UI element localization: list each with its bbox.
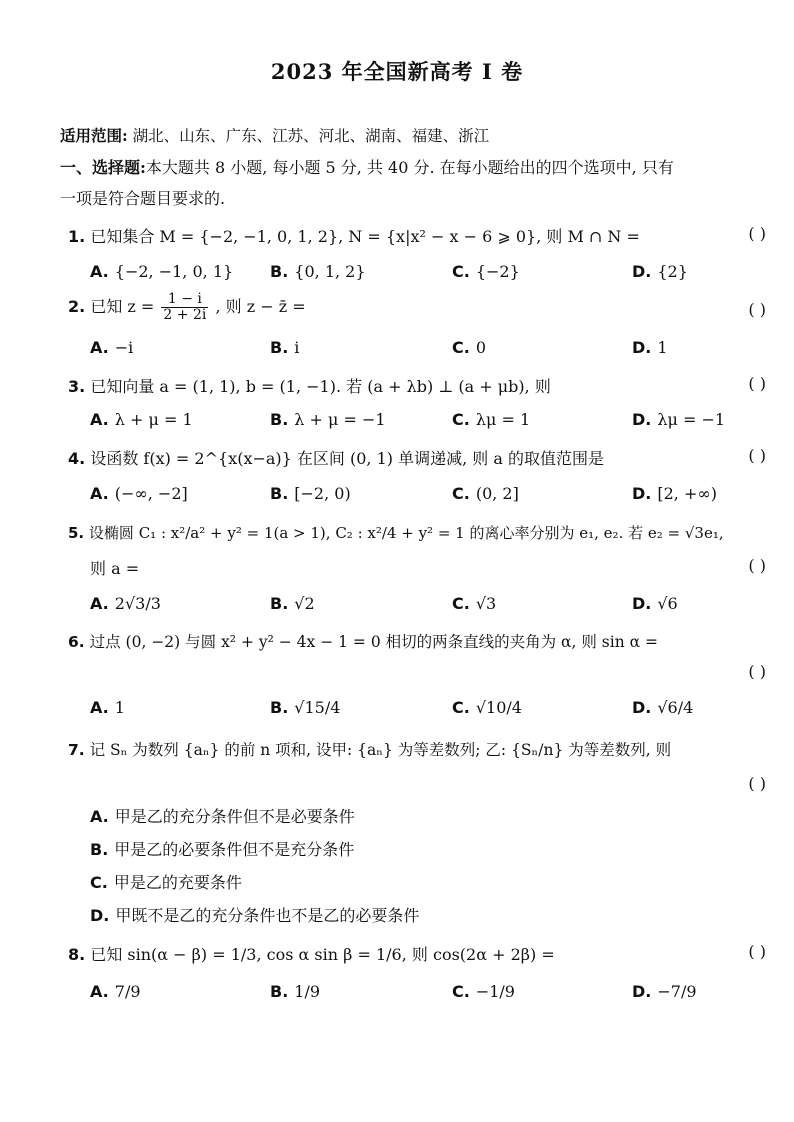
page-title: 2023 年全国新高考 I 卷 (270, 59, 524, 84)
question-number: 1. (68, 227, 86, 246)
option-d[interactable]: D. −7/9 (632, 982, 697, 1001)
question-number: 7. (68, 741, 85, 759)
question-number: 8. (68, 945, 86, 964)
option-d[interactable]: D. {2} (632, 262, 688, 281)
question-stem: 设椭圆 C₁ : x²/a² + y² = 1(a > 1), C₂ : x²/4 + y² = 1 的离心率分别为 e₁, e₂. 若 e₂ = √3e₁, (88, 524, 724, 542)
question-stem: 已知 sin(α − β) = 1/3, cos α sin β = 1/6, 则 cos(2α + 2β) = (90, 945, 555, 964)
question-stem-post: , 则 z − z̄ = (215, 297, 306, 316)
answer-paren[interactable]: ( ) (748, 556, 766, 575)
question-stem: 过点 (0, −2) 与圆 x² + y² − 4x − 1 = 0 相切的两条直线的夹角为 α, 则 sin α = (89, 633, 658, 651)
question-number: 4. (68, 449, 86, 468)
option-c[interactable]: C. {−2} (452, 262, 520, 281)
scope-regions: 湖北、山东、广东、江苏、河北、湖南、福建、浙江 (132, 127, 490, 145)
scope-line (60, 124, 489, 146)
option-a[interactable]: A. −i (90, 338, 134, 357)
question-stem: 已知向量 a = (1, 1), b = (1, −1). 若 (a + λb) ⊥ (a + μb), 则 (90, 377, 551, 396)
section-heading (60, 152, 780, 214)
section-text-1: 本大题共 8 小题, 每小题 5 分, 共 40 分. 在每小题给出的四个选项中, 只有 (145, 158, 674, 177)
question-stem-2: 则 a = (90, 559, 140, 578)
answer-paren[interactable]: ( ) (748, 446, 766, 465)
answer-paren[interactable]: ( ) (748, 662, 766, 681)
option-a[interactable]: A. 2√3/3 (90, 594, 161, 613)
option-c[interactable]: C. −1/9 (452, 982, 515, 1001)
question-number: 5. (68, 524, 85, 542)
option-c[interactable]: C. 甲是乙的充要条件 (90, 873, 242, 892)
option-a[interactable]: A. 1 (90, 698, 125, 717)
option-c[interactable]: C. (0, 2] (452, 484, 519, 503)
question-1 (68, 224, 780, 247)
question-6 (68, 630, 780, 652)
section-title: 一、选择题: (60, 158, 146, 177)
option-d[interactable]: D. 甲既不是乙的充分条件也不是乙的必要条件 (90, 906, 420, 925)
question-number: 6. (68, 633, 85, 651)
question-stem: 已知 z = (90, 297, 155, 316)
option-b[interactable]: B. i (270, 338, 300, 357)
answer-paren[interactable]: ( ) (748, 300, 766, 319)
option-d[interactable]: D. √6/4 (632, 698, 694, 717)
option-d[interactable]: D. √6 (632, 594, 678, 613)
section-text-2: 一项是符合题目要求的. (60, 189, 226, 208)
question-number: 2. (68, 297, 86, 316)
option-a[interactable]: A. λ + μ = 1 (90, 410, 193, 429)
option-c[interactable]: C. √10/4 (452, 698, 522, 717)
question-7 (68, 738, 780, 760)
option-a[interactable]: A. (−∞, −2] (90, 484, 188, 503)
question-3 (68, 374, 780, 397)
option-d[interactable]: D. [2, +∞) (632, 484, 717, 503)
question-4 (68, 446, 780, 469)
answer-paren[interactable]: ( ) (748, 224, 766, 243)
option-b[interactable]: B. {0, 1, 2} (270, 262, 366, 281)
answer-paren[interactable]: ( ) (748, 774, 766, 793)
answer-paren[interactable]: ( ) (748, 374, 766, 393)
option-b[interactable]: B. 甲是乙的必要条件但不是充分条件 (90, 840, 355, 859)
option-c[interactable]: C. λμ = 1 (452, 410, 531, 429)
option-b[interactable]: B. λ + μ = −1 (270, 410, 386, 429)
question-stem: 记 Sₙ 为数列 {aₙ} 的前 n 项和, 设甲: {aₙ} 为等差数列; 乙: {Sₙ/n} 为等差数列, 则 (89, 741, 672, 759)
option-a[interactable]: A. 7/9 (90, 982, 141, 1001)
option-b[interactable]: B. 1/9 (270, 982, 321, 1001)
question-stem: 已知集合 M = {−2, −1, 0, 1, 2}, N = {x|x² − x − 6 ⩾ 0}, 则 M ∩ N = (90, 227, 640, 246)
question-2 (68, 292, 780, 323)
scope-label: 适用范围: (60, 126, 128, 145)
question-stem: 设函数 f(x) = 2^{x(x−a)} 在区间 (0, 1) 单调递减, 则 a 的取值范围是 (90, 449, 604, 468)
option-d[interactable]: D. 1 (632, 338, 668, 357)
option-b[interactable]: B. √2 (270, 594, 315, 613)
question-5 (68, 522, 780, 543)
question-number: 3. (68, 377, 86, 396)
option-c[interactable]: C. 0 (452, 338, 487, 357)
answer-paren[interactable]: ( ) (748, 942, 766, 961)
option-a[interactable]: A. {−2, −1, 0, 1} (90, 262, 234, 281)
option-b[interactable]: B. [−2, 0) (270, 484, 351, 503)
option-a[interactable]: A. 甲是乙的充分条件但不是必要条件 (90, 807, 355, 826)
option-d[interactable]: D. λμ = −1 (632, 410, 726, 429)
question-8 (68, 942, 780, 965)
question-5-line-2 (90, 556, 780, 579)
fraction: $\frac{1 - i}{2 + 2i}$ (163, 291, 207, 323)
option-b[interactable]: B. √15/4 (270, 698, 341, 717)
option-c[interactable]: C. √3 (452, 594, 497, 613)
